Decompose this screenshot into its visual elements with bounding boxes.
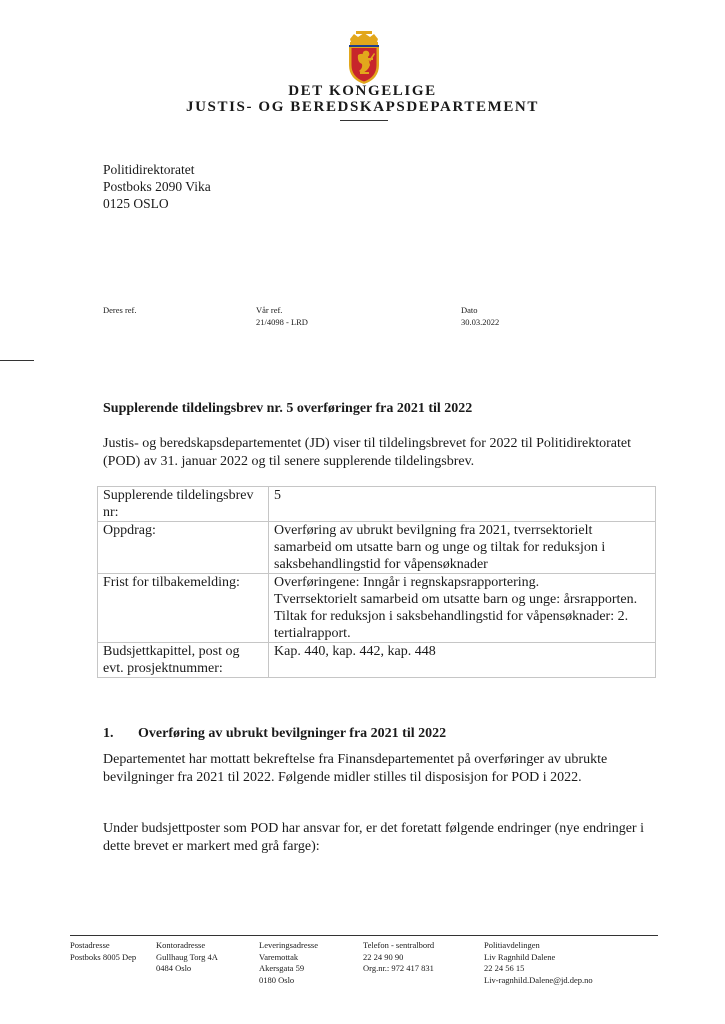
row-label: Frist for tilbakemelding: xyxy=(98,574,269,643)
section-number: 1. xyxy=(103,726,114,741)
footer-email-link[interactable]: Liv-ragnhild.Dalene@jd.dep.no xyxy=(484,974,593,985)
assignment-info-table xyxy=(97,486,656,678)
recipient-postbox: Postboks 2090 Vika xyxy=(103,179,211,194)
footer-label: Politiavdelingen xyxy=(484,940,540,950)
value-line: Overføring av ubrukt bevilgning fra 2021, tverrsektorielt samarbeid om utsatte barn og unge og tiltak for reduksjon i saksbehandlingstid for våpensøknader xyxy=(274,523,606,572)
footer-line: Varemottak xyxy=(259,951,299,962)
footer-line: Akersgata 59 xyxy=(259,963,305,973)
footer-telefon xyxy=(363,940,434,975)
intro-paragraph: Justis- og beredskapsdepartementet (JD) viser til tildelingsbrevet for 2022 til Politidirektoratet (POD) av 31. januar 2022 og til senere supplerende tildelingsbrev. xyxy=(103,436,631,469)
footer-label: Kontoradresse xyxy=(156,940,206,950)
footer-divider xyxy=(70,935,658,936)
table-row xyxy=(98,643,656,678)
coat-of-arms-icon xyxy=(346,31,382,85)
footer-label: Leveringsadresse xyxy=(259,940,319,950)
row-value xyxy=(269,574,656,643)
letter-subject: Supplerende tildelingsbrev nr. 5 overføringer fra 2021 til 2022 xyxy=(103,401,473,416)
row-label: Budsjettkapittel, post og evt. prosjektnummer: xyxy=(98,643,269,678)
footer-line: 22 24 56 15 xyxy=(484,963,525,973)
row-label: Supplerende tildelingsbrev nr: xyxy=(98,487,269,522)
value-line: Overføringene: Inngår i regnskapsrapportering. xyxy=(274,575,540,590)
table-row xyxy=(98,522,656,574)
footer-avdeling xyxy=(484,940,593,986)
section-paragraph-2: Under budsjettposter som POD har ansvar for, er det foretatt følgende endringer (nye endringer i dette brevet er markert med grå farge): xyxy=(103,821,644,854)
ministry-name-line2: JUSTIS- OG BEREDSKAPSDEPARTEMENT xyxy=(186,99,539,115)
table-row xyxy=(98,487,656,522)
dato-value: 30.03.2022 xyxy=(461,317,500,327)
deres-ref-label: Deres ref. xyxy=(103,305,137,315)
footer-line: Liv Ragnhild Dalene xyxy=(484,951,556,962)
row-value xyxy=(269,643,656,678)
footer-postadresse xyxy=(70,940,136,963)
footer-label: Telefon - sentralbord xyxy=(363,940,435,950)
row-value xyxy=(269,522,656,574)
dato-label: Dato xyxy=(461,305,478,315)
var-ref-label: Vår ref. xyxy=(256,305,283,315)
value-line: Tiltak for reduksjon i saksbehandlingstid for våpensøknader: 2. tertialrapport. xyxy=(274,609,629,641)
value-line: Tverrsektorielt samarbeid om utsatte barn og unge: årsrapporten. xyxy=(274,592,638,607)
recipient-name: Politidirektoratet xyxy=(103,162,195,177)
ministry-name-line1: DET KONGELIGE xyxy=(288,83,437,99)
section-title: Overføring av ubrukt bevilgninger fra 2021 til 2022 xyxy=(138,726,447,741)
letterhead-divider xyxy=(340,120,388,121)
footer-line: 0180 Oslo xyxy=(259,974,295,985)
value-line: 5 xyxy=(274,488,281,503)
footer-line: 0484 Oslo xyxy=(156,963,192,973)
row-value xyxy=(269,487,656,522)
crown-icon xyxy=(350,31,378,45)
fold-mark xyxy=(0,360,34,361)
footer-label: Postadresse xyxy=(70,940,110,950)
var-ref-value: 21/4098 - LRD xyxy=(256,317,308,327)
row-label: Oppdrag: xyxy=(98,522,269,574)
footer-line: Org.nr.: 972 417 831 xyxy=(363,963,434,973)
footer-leveringsadresse xyxy=(259,940,318,986)
table-row xyxy=(98,574,656,643)
footer-line: 22 24 90 90 xyxy=(363,951,404,962)
value-line: Kap. 440, kap. 442, kap. 448 xyxy=(274,644,436,659)
recipient-postcode: 0125 OSLO xyxy=(103,196,169,211)
footer-line: Postboks 8005 Dep xyxy=(70,951,137,962)
footer-line: Gullhaug Torg 4A xyxy=(156,951,218,962)
footer-kontoradresse xyxy=(156,940,218,975)
section-paragraph-1: Departementet har mottatt bekreftelse fra Finansdepartementet på overføringer av ubrukte bevilgninger fra 2021 til 2022. Følgende midler stilles til disposisjon for POD i 2022. xyxy=(103,752,608,785)
